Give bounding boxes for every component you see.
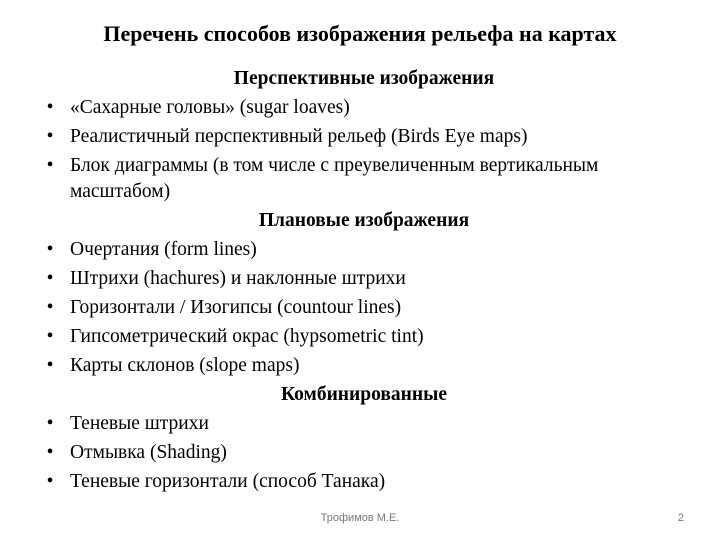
bullet-icon: • bbox=[46, 155, 54, 176]
slide-title: Перечень способов изображения рельефа на картах bbox=[103, 21, 617, 46]
list-item bbox=[44, 467, 684, 496]
section-heading: Плановые изображения bbox=[258, 210, 470, 231]
bullet-icon: • bbox=[46, 126, 54, 147]
list-item-text: Отмывка (Shading) bbox=[70, 441, 227, 463]
bullet-icon: • bbox=[46, 413, 54, 434]
bullet-icon: • bbox=[46, 471, 54, 492]
list-item bbox=[44, 438, 684, 467]
list-item-text: Очертания (form lines) bbox=[70, 238, 257, 260]
list-item bbox=[44, 322, 684, 351]
bullet-icon: • bbox=[46, 239, 54, 260]
list-item bbox=[44, 351, 684, 380]
list-item bbox=[44, 264, 684, 293]
list-item-text: «Сахарные головы» (sugar loaves) bbox=[70, 96, 350, 118]
list-item-text: Штрихи (hachures) и наклонные штрихи bbox=[70, 267, 406, 289]
list-item-text: Гипсометрический окрас (hypsometric tint) bbox=[70, 325, 424, 347]
list-item-text: Теневые штрихи bbox=[70, 412, 209, 434]
page-number: 2 bbox=[677, 512, 684, 524]
list-item-text: Горизонтали / Изогипсы (countour lines) bbox=[70, 296, 402, 318]
list-item bbox=[44, 293, 684, 322]
bullet-icon: • bbox=[46, 97, 54, 118]
bullet-icon: • bbox=[46, 326, 54, 347]
list-item bbox=[44, 151, 684, 206]
bullet-icon: • bbox=[46, 355, 54, 376]
bullet-icon: • bbox=[46, 442, 54, 463]
list-item-text: Карты склонов (slope maps) bbox=[70, 354, 300, 376]
section-heading: Комбинированные bbox=[280, 384, 448, 405]
section-heading: Перспективные изображения bbox=[233, 68, 495, 89]
list-item bbox=[44, 235, 684, 264]
list-item bbox=[44, 409, 684, 438]
list-item-text: Реалистичный перспективный рельеф (Birds Eye maps) bbox=[70, 125, 528, 147]
slide-content bbox=[44, 64, 684, 496]
list-item-text: Блок диаграммы (в том числе с преувеличенным вертикальным масштабом) bbox=[70, 154, 599, 202]
list-item-text: Теневые горизонтали (способ Танака) bbox=[70, 470, 386, 492]
footer-author: Трофимов М.Е. bbox=[320, 512, 400, 524]
list-item bbox=[44, 122, 684, 151]
bullet-icon: • bbox=[46, 297, 54, 318]
bullet-icon: • bbox=[46, 268, 54, 289]
list-item bbox=[44, 93, 684, 122]
